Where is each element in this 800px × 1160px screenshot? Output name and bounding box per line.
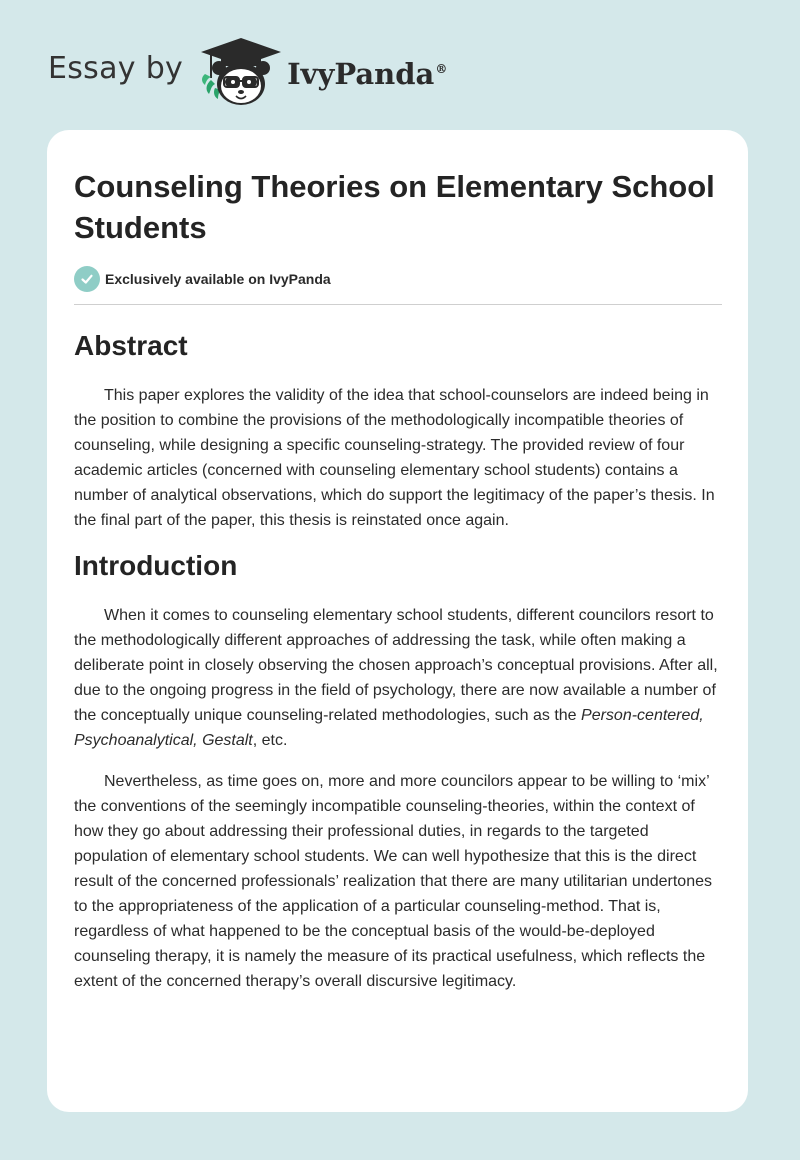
check-circle-icon xyxy=(74,266,100,292)
introduction-paragraph-2: Nevertheless, as time goes on, more and more councilors appear to be willing to ‘mix’ the conventions of the seemingly incompatible counseling-theories, within the context of how they go about addressing their professional duties, in regards to the targeted population of elementary school students. We can well hypothesize that this is the direct result of the concerned professionals’ realization that there are many utilitarian undertones to the appropriateness of the application of a particular counseling-method. That is, regardless of what happened to be the conceptual basis of the would-be-deployed counseling therapy, it is namely the measure of its practical usefulness, which reflects the extent of the concerned therapy’s overall discursive legitimacy. xyxy=(74,773,712,990)
registered-mark: ® xyxy=(435,62,448,77)
brand-name xyxy=(287,57,447,91)
abstract-heading: Abstract xyxy=(74,330,188,361)
intro-p1-end: , etc. xyxy=(252,732,288,749)
essay-card xyxy=(47,130,748,1112)
abstract-paragraph: This paper explores the validity of the idea that school-counselors are indeed being in the position to combine the provisions of the methodologically incompatible theories of counseling, while designing a specific counseling-strategy. The provided review of four academic articles (concerned with counseling elementary school students) contains a number of analytical observations, which do support the legitimacy of the paper’s thesis. In the final part of the paper, this thesis is reinstated once again. xyxy=(74,387,715,529)
intro-p1-italic: Person-centered, Psychoanalytical, Gestalt xyxy=(74,707,704,749)
brand-header xyxy=(48,36,447,108)
introduction-heading: Introduction xyxy=(74,550,238,581)
panda-graduate-logo-icon[interactable] xyxy=(197,36,289,108)
title-divider xyxy=(74,304,722,305)
badge-label: Exclusively available on IvyPanda xyxy=(105,271,331,287)
intro-p1-text: When it comes to counseling elementary school students, different councilors resort to the methodologically different approaches of addressing the task, while often making a deliberate point in closely observing the chosen approach’s conceptual provisions. After all, due to the ongoing progress in the field of psychology, there are now available a number of the conceptually unique counseling-related methodologies, such as the xyxy=(74,607,718,724)
brand-name-text: IvyPanda xyxy=(287,57,435,91)
introduction-paragraph-1 xyxy=(74,603,722,753)
exclusive-badge xyxy=(74,266,722,292)
page-title: Counseling Theories on Elementary School Students xyxy=(74,169,715,245)
brand-prefix: Essay by xyxy=(48,50,184,86)
